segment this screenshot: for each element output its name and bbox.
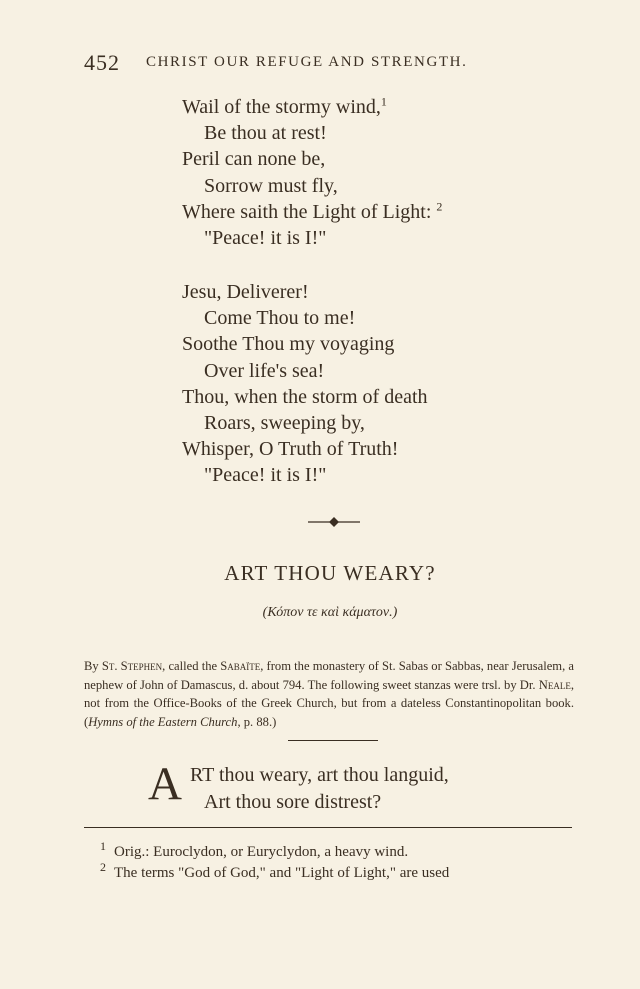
footnote-ref-2[interactable]: 2 bbox=[436, 199, 443, 214]
author-epithet: Sabaïte bbox=[220, 659, 261, 673]
short-rule bbox=[288, 740, 378, 741]
stanza-2-line-3: Soothe Thou my voyaging bbox=[182, 333, 395, 356]
drop-cap: A bbox=[148, 758, 182, 810]
hymn-title: ART THOU WEARY? bbox=[224, 561, 436, 585]
stanza-2-line-6: Roars, sweeping by, bbox=[204, 411, 365, 434]
footnote-text: The terms "God of God," and "Light of Light," are used bbox=[114, 864, 450, 881]
page-header bbox=[84, 50, 524, 76]
stanza-2-line-5: Thou, when the storm of death bbox=[182, 385, 428, 408]
running-title: CHRIST OUR REFUGE AND STRENGTH. bbox=[146, 54, 468, 70]
footnotes bbox=[100, 839, 450, 883]
greek-subtitle: (Κόπον τε καὶ κάματον.) bbox=[262, 605, 398, 620]
stanza-2-line-4: Over life's sea! bbox=[204, 359, 325, 382]
stanza-1-line-6: "Peace! it is I!" bbox=[204, 226, 327, 249]
footnote-2 bbox=[100, 859, 450, 884]
footnote-mark: 1 bbox=[100, 839, 106, 853]
section-divider-ornament bbox=[306, 514, 362, 530]
footnote-1 bbox=[100, 839, 449, 863]
verse-line-2: Art thou sore distrest? bbox=[204, 791, 382, 813]
stanza-1-line-5: Where saith the Light of Light: $^2$ bbox=[182, 199, 443, 223]
source-title: Hymns of the Eastern Church bbox=[88, 714, 238, 729]
stanza-2-line-1: Jesu, Deliverer! bbox=[182, 281, 309, 303]
stanza-1-line-2: Be thou at rest! bbox=[204, 122, 327, 145]
stanza-1-line-1: Wail of the stormy wind,$^1$ bbox=[182, 94, 387, 118]
stanza-1 bbox=[182, 94, 442, 251]
stanza-2-line-7: Whisper, O Truth of Truth! bbox=[182, 438, 399, 461]
footnote-rule bbox=[84, 827, 572, 828]
stanza-2-line-8: "Peace! it is I!" bbox=[204, 464, 327, 487]
intro-paragraph: By St. Stephen, called the Sabaïte, from the monastery of St. Sabas or Sabbas, near Jerusalem, a nephew of John of Damascus, d. about 794. The following sweet stanzas were trsl. by Dr. Neale, not from the Office-Books of the Greek Church, but from a dateless Constantinopolitan book. (Hymns of the Eastern Church, p. 88.) bbox=[84, 659, 574, 729]
page-number: 452 bbox=[84, 50, 120, 75]
author-name: St. Stephen bbox=[101, 659, 163, 673]
stanza-2-line-2: Come Thou to me! bbox=[204, 307, 356, 330]
footnote-text: Orig.: Euroclydon, or Euryclydon, a heavy wind. bbox=[114, 844, 409, 860]
verse-line-1: RT thou weary, art thou languid, bbox=[190, 764, 449, 786]
footnote-ref-1[interactable]: 1 bbox=[380, 94, 387, 109]
translator-name: Neale bbox=[538, 677, 571, 692]
stanza-1-line-3: Peril can none be, bbox=[182, 148, 326, 171]
stanza-2 bbox=[182, 279, 428, 489]
footnote-mark: 2 bbox=[100, 859, 106, 874]
stanza-1-line-4: Sorrow must fly, bbox=[204, 174, 338, 197]
